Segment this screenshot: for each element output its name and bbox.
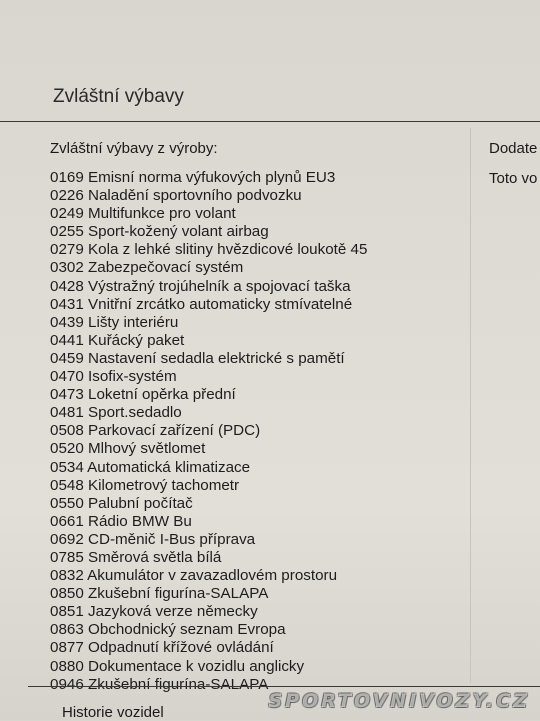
factory-options-list [50, 169, 367, 694]
factory-options-title: Zvláštní výbavy z výroby: [50, 140, 218, 157]
column-divider [470, 128, 471, 683]
bottom-divider [28, 686, 540, 687]
list-item: 0548 Kilometrový tachometr [50, 476, 240, 494]
list-item: 0877 Odpadnutí křížové ovládání [50, 639, 274, 657]
list-item: 0169 Emisní norma výfukových plynů EU3 [50, 169, 336, 186]
list-item: 0534 Automatická klimatizace [50, 458, 251, 476]
list-item: 0470 Isofix-systém [50, 368, 177, 386]
list-item: 0850 Zkušební figurína-SALAPA [50, 585, 269, 603]
list-item: 0249 Multifunkce pro volant [50, 205, 236, 223]
list-item: 0880 Dokumentace k vozidlu anglicky [50, 657, 305, 675]
list-item: 0481 Sport.sedadlo [50, 404, 182, 422]
right-column-text: Toto vo [489, 170, 538, 187]
list-item: 0785 Směrová světla bílá [50, 548, 222, 566]
list-item: 0832 Akumulátor v zavazadlovém prostoru [50, 567, 338, 585]
list-item: 0946 Zkušební figurína-SALAPA [50, 675, 269, 693]
list-item: 0520 Mlhový světlomet [50, 440, 206, 458]
list-item: 0863 Obchodnický seznam Evropa [50, 621, 286, 639]
list-item: 0439 Lišty interiéru [50, 313, 179, 331]
list-item: 0255 Sport-kožený volant airbag [50, 223, 269, 241]
right-column-title: Dodate [489, 140, 538, 157]
list-item: 0226 Naladění sportovního podvozku [50, 187, 302, 205]
list-item: 0692 CD-měnič I-Bus příprava [50, 530, 256, 548]
list-item: 0428 Výstražný trojúhelník a spojovací taška [50, 277, 351, 295]
list-item: 0550 Palubní počítač [50, 494, 193, 512]
list-item: 0459 Nastavení sedadla elektrické s pamětí [50, 349, 345, 367]
watermark: SPORTOVNIVOZY.CZ [268, 690, 530, 712]
top-divider [0, 121, 540, 122]
list-item: 0661 Rádio BMW Bu [50, 512, 192, 530]
list-item: 0441 Kuřácký paket [50, 331, 185, 349]
list-item: 0508 Parkovací zařízení (PDC) [50, 422, 261, 440]
list-item: 0431 Vnitřní zrcátko automaticky stmívatelné [50, 295, 353, 313]
list-item: 0279 Kola z lehké slitiny hvězdicové loukotě 45 [50, 241, 368, 259]
section-title: Zvláštní výbavy [53, 86, 184, 107]
list-item: 0473 Loketní opěrka přední [50, 386, 236, 404]
list-item: 0302 Zabezpečovací systém [50, 259, 244, 277]
vehicle-history-title: Historie vozidel [62, 704, 164, 721]
list-item: 0851 Jazyková verze německy [50, 603, 258, 621]
